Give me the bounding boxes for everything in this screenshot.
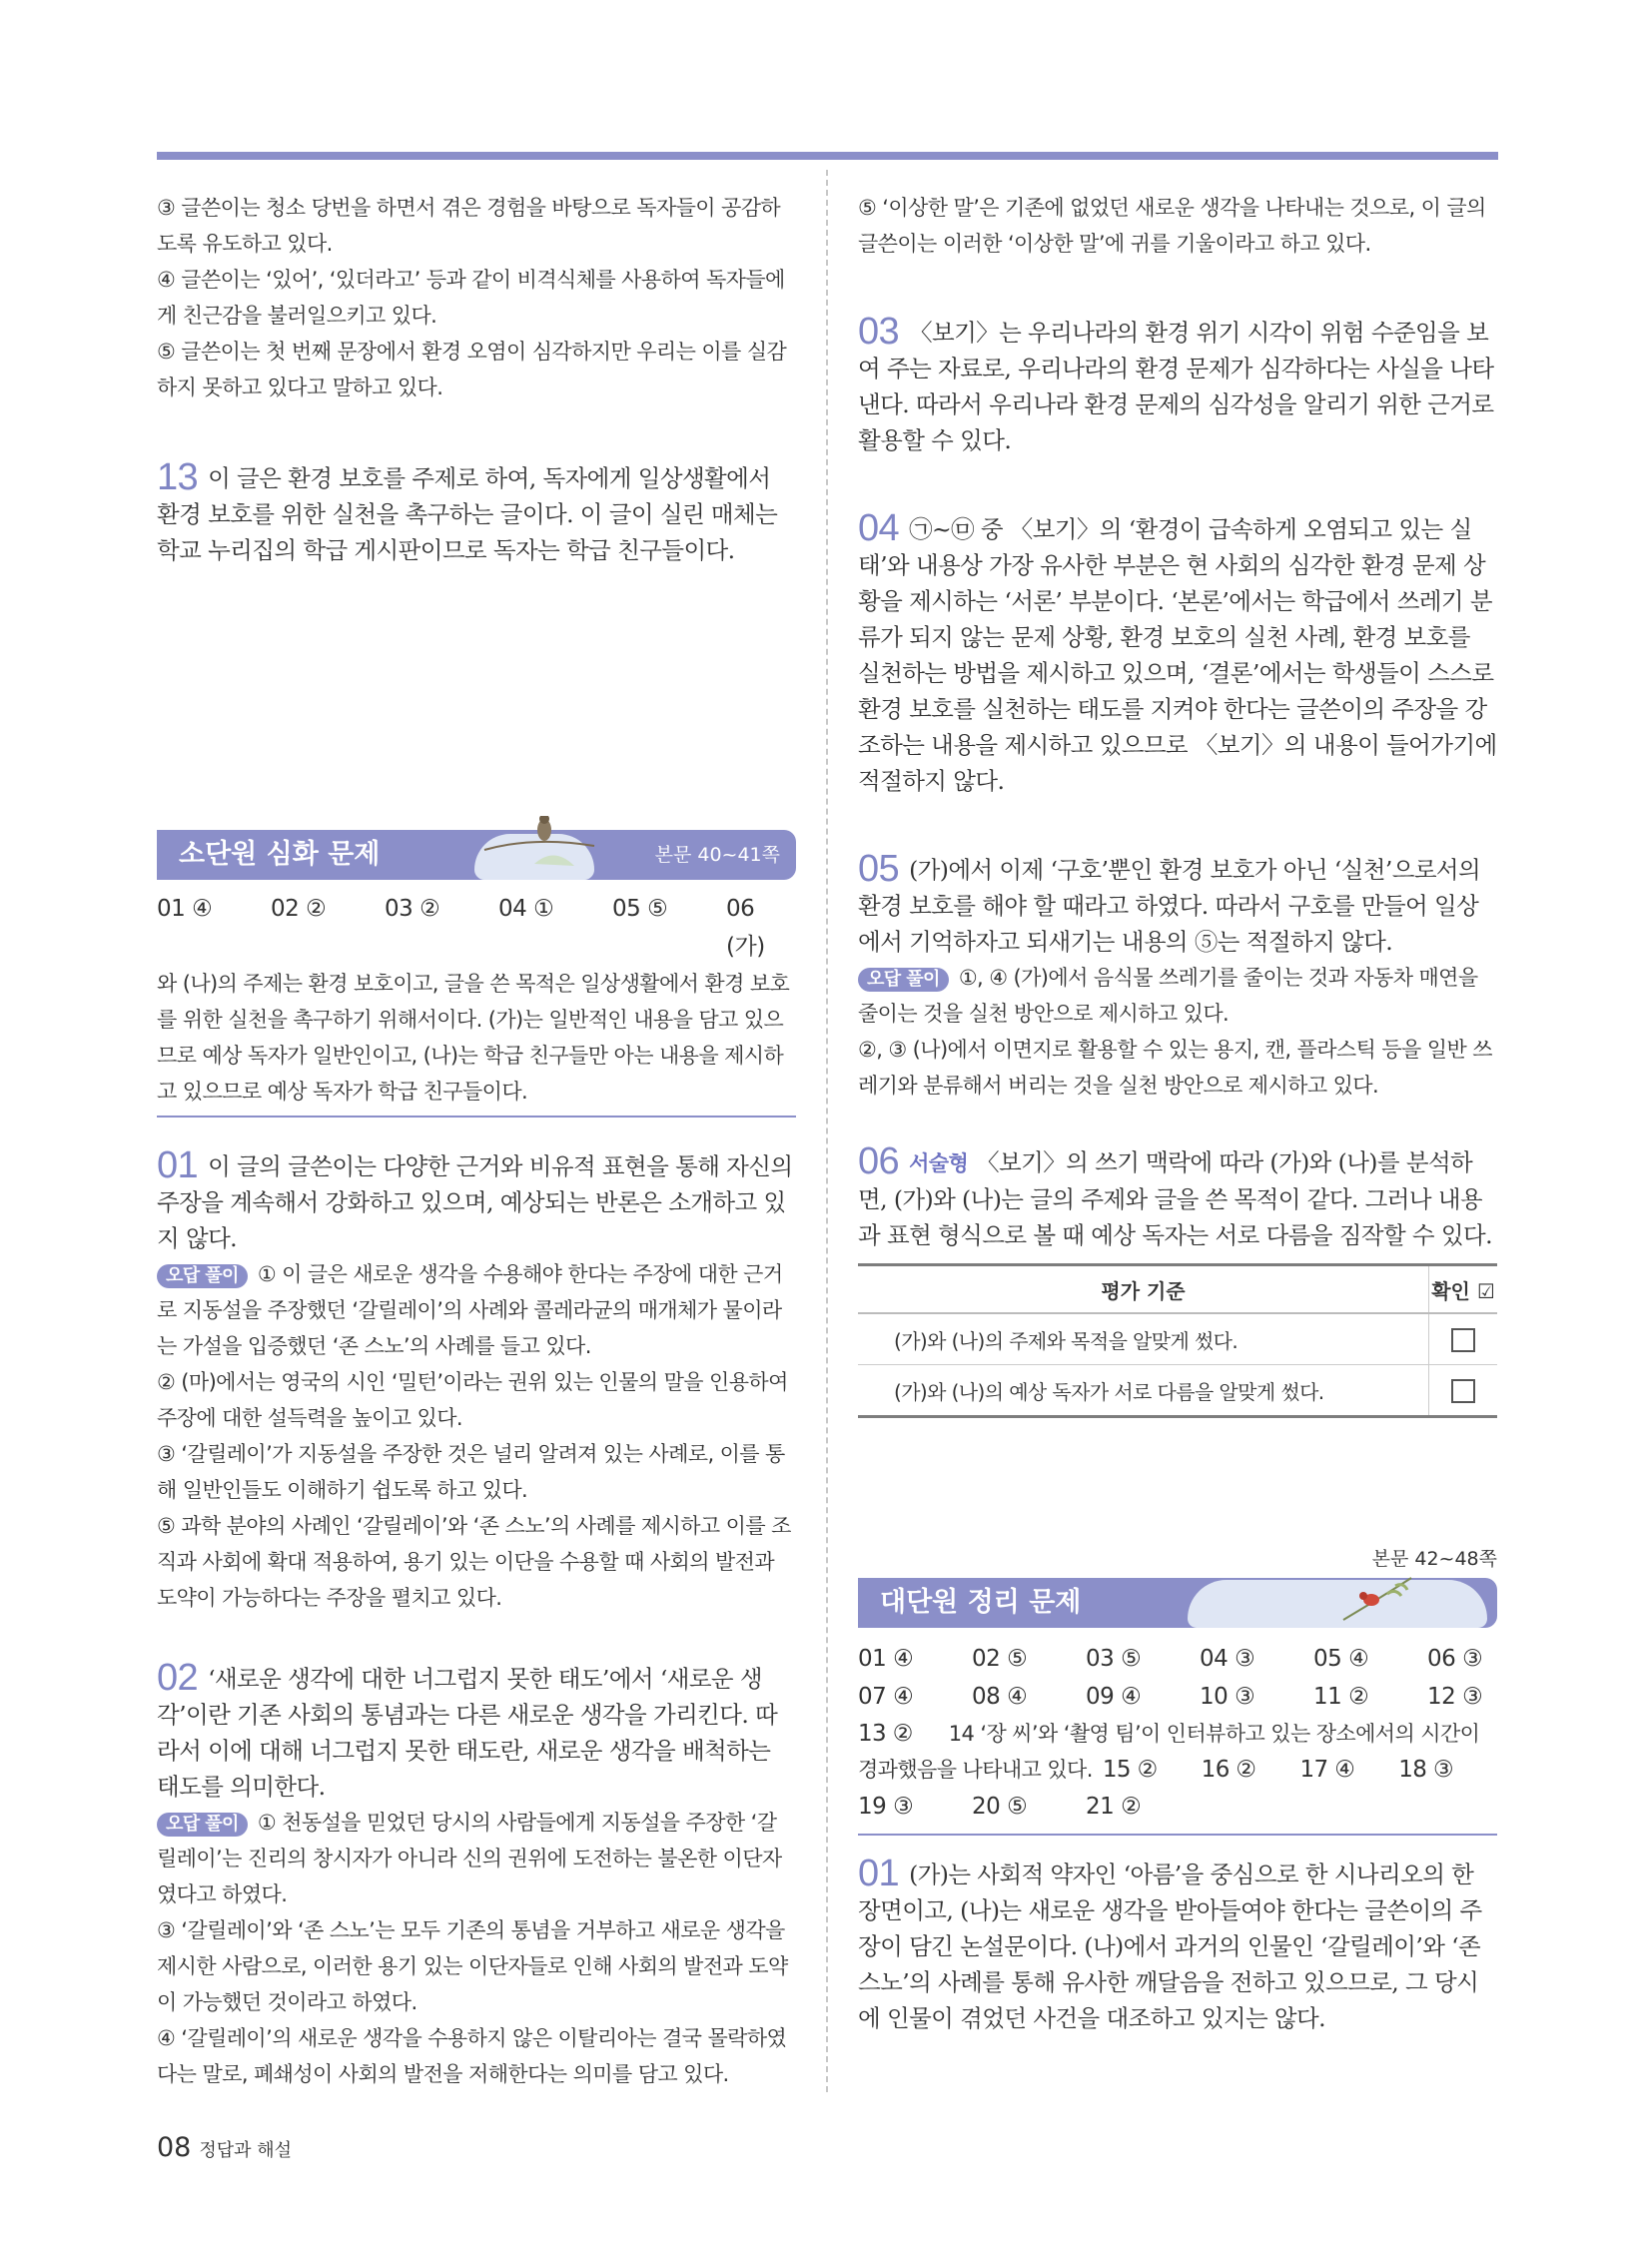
answer-key bbox=[858, 1640, 1497, 1716]
question-03 bbox=[858, 311, 1497, 458]
table-header-check: 확인 ☑ bbox=[1429, 1265, 1498, 1314]
answer-item: 17 ④ bbox=[1299, 1757, 1355, 1783]
answer-item: 09 ④ bbox=[1086, 1684, 1142, 1710]
answer-14-text: 14 ‘장 씨’와 ‘촬영 팀’이 인터뷰하고 있는 장소에서의 시간이 경과했음을 나타내고 있다. bbox=[858, 1722, 1480, 1782]
column-divider bbox=[826, 170, 828, 2092]
answer-item: 19 ③ bbox=[858, 1794, 914, 1820]
answer-item: 21 ② bbox=[1086, 1794, 1142, 1820]
wrong-answer-explanation bbox=[157, 1256, 796, 1364]
section-page-ref-2: 본문 42~48쪽 bbox=[1371, 1548, 1497, 1570]
explanation-item: ② (마)에서는 영국의 시인 ‘밀턴’이라는 권위 있는 인물의 말을 인용하여 주장에 대한 설득력을 높이고 있다. bbox=[157, 1370, 788, 1430]
question-text: 〈보기〉는 우리나라의 환경 위기 시각이 위험 수준임을 보여 주는 자료로, 우리나라의 환경 문제가 심각하다는 사실을 나타낸다. 따라서 우리나라 환경 문제의 심각성을 알리기 위한 근거로 활용할 수 있다. bbox=[858, 319, 1494, 454]
answer-item: 02 ⑤ bbox=[972, 1646, 1028, 1672]
section-banner-small-unit bbox=[157, 830, 796, 880]
answer-item: 12 ③ bbox=[1427, 1684, 1483, 1710]
explanation-text: ① 이 글은 새로운 생각을 수용해야 한다는 주장에 대한 근거로 지동설을 주장했던 ‘갈릴레이’의 사례와 콜레라균의 매개체가 물이라는 가설을 입증했던 ‘존 스노’의 사례를 들고 있다. bbox=[157, 1262, 783, 1358]
question-01-big-unit bbox=[858, 1853, 1497, 2036]
bird-on-branch-icon bbox=[474, 816, 604, 880]
top-rule bbox=[157, 152, 1498, 160]
answer-item: 15 ② bbox=[1102, 1757, 1158, 1783]
question-04 bbox=[858, 507, 1497, 799]
explanation-item: ③ ‘갈릴레이’와 ‘존 스노’는 모두 기존의 통념을 거부하고 새로운 생각을 제시한 사람으로, 이러한 용기 있는 이단자들로 인해 사회의 발전과 도약이 가능했던 것이라고 하였다. bbox=[157, 1918, 788, 2014]
answer-item: 04 ① bbox=[498, 896, 554, 922]
section-title: 대단원 정리 문제 bbox=[880, 1587, 1082, 1618]
answer-item: 06 ③ bbox=[1427, 1646, 1483, 1672]
page-number: 08 bbox=[157, 2132, 192, 2163]
prev-item-5: ⑤ 글쓴이는 첫 번째 문장에서 환경 오염이 심각하지만 우리는 이를 실감하지 못하고 있다고 말하고 있다. bbox=[157, 340, 787, 399]
wrong-answer-explanation bbox=[858, 960, 1497, 1032]
question-text: ㉠~㉤ 중 〈보기〉의 ‘환경이 급속하게 오염되고 있는 실태’와 내용상 가장 유사한 부분은 현 사회의 심각한 환경 문제 상황을 제시하는 ‘서론’ 부분이다. ‘본론’에서는 학급에서 쓰레기 분류가 되지 않는 문제 상황, 환경 보호의 실천 사례, 환경 보호를 실천하는 방법을 제시하고 있으며, ‘결론’에서는 학생들이 스스로 환경 보호를 실천하는 태도를 지켜야 한다는 글쓴이의 주장을 강조하는 내용을 제시하고 있으므로 〈보기〉의 내용이 들어가기에 적절하지 않다. bbox=[858, 515, 1497, 795]
answer-item: 06 (가) bbox=[726, 896, 765, 960]
table-row bbox=[858, 1365, 1497, 1417]
answer-item: 01 ④ bbox=[858, 1646, 914, 1672]
question-text: 이 글은 환경 보호를 주제로 하여, 독자에게 일상생활에서 환경 보호를 위한 실천을 촉구하는 글이다. 이 글이 실린 매체는 학교 누리집의 학급 게시판이므로 독자는 학급 친구들이다. bbox=[157, 464, 778, 564]
question-text: 이 글의 글쓴이는 다양한 근거와 비유적 표현을 통해 자신의 주장을 계속해서 강화하고 있으며, 예상되는 반론은 소개하고 있지 않다. bbox=[157, 1152, 793, 1252]
answer-item: 13 ② bbox=[858, 1721, 913, 1747]
question-number: 04 bbox=[858, 507, 900, 549]
question-type-label: 서술형 bbox=[909, 1150, 969, 1175]
question-06 bbox=[858, 1140, 1497, 1253]
question-number: 06 bbox=[858, 1140, 900, 1182]
bird-on-branch-icon bbox=[1337, 1570, 1417, 1626]
question-text: (가)는 사회적 약자인 ‘아름’을 중심으로 한 시나리오의 한 장면이고, (나)는 새로운 생각을 받아들여야 한다는 글쓴이의 주장이 담긴 논설문이다. (나)에서 과거의 인물인 ‘갈릴레이’와 ‘존 스노’의 사례를 통해 유사한 깨달음을 전하고 있으므로, 그 당시에 인물이 겪었던 사건을 대조하고 있지는 않다. bbox=[858, 1861, 1482, 2032]
answer-item: 05 ④ bbox=[1313, 1646, 1369, 1672]
question-number: 03 bbox=[858, 311, 900, 353]
question-number: 13 bbox=[157, 456, 199, 498]
check-cell bbox=[1429, 1313, 1498, 1365]
criteria-cell: (가)와 (나)의 예상 독자가 서로 다름을 알맞게 썼다. bbox=[858, 1365, 1429, 1417]
answer-13-14 bbox=[858, 1716, 1497, 1788]
question-number: 01 bbox=[157, 1144, 199, 1186]
wrong-answer-explanation bbox=[157, 1805, 796, 1912]
answer-item: 07 ④ bbox=[858, 1684, 914, 1710]
footer-label: 정답과 해설 bbox=[199, 2140, 293, 2161]
checkbox[interactable] bbox=[1451, 1328, 1475, 1352]
answer-item: 20 ⑤ bbox=[972, 1794, 1028, 1820]
prev-item-3: ③ 글쓴이는 청소 당번을 하면서 겪은 경험을 바탕으로 독자들이 공감하도록 유도하고 있다. bbox=[157, 196, 781, 256]
answer-key bbox=[157, 890, 796, 966]
section-title: 소단원 심화 문제 bbox=[179, 839, 381, 870]
question-05 bbox=[858, 848, 1497, 960]
question-13 bbox=[157, 456, 796, 568]
answer-06-text: 와 (나)의 주제는 환경 보호이고, 글을 쓴 목적은 일상생활에서 환경 보호를 위한 실천을 촉구하기 위해서이다. (가)는 일반적인 내용을 담고 있으므로 예상 독자가 일반인이고, (나)는 학급 친구들만 아는 내용을 제시하고 있으므로 예상 독자가 학급 친구들이다. bbox=[157, 972, 790, 1104]
page-footer bbox=[157, 2132, 292, 2163]
explanation-item: ④ ‘갈릴레이’의 새로운 생각을 수용하지 않은 이탈리아는 결국 몰락하였다는 말로, 폐쇄성이 사회의 발전을 저해한다는 의미를 담고 있다. bbox=[157, 2026, 787, 2086]
answer-item: 18 ③ bbox=[1398, 1757, 1454, 1783]
wrong-answer-tag: 오답 풀이 bbox=[858, 968, 949, 992]
question-01 bbox=[157, 1144, 796, 1256]
check-cell bbox=[1429, 1365, 1498, 1417]
answer-item: 08 ④ bbox=[972, 1684, 1028, 1710]
table-header-criteria: 평가 기준 bbox=[858, 1265, 1429, 1314]
wrong-answer-tag: 오답 풀이 bbox=[157, 1813, 248, 1837]
question-02 bbox=[157, 1657, 796, 1805]
question-text: ‘새로운 생각에 대한 너그럽지 못한 태도’에서 ‘새로운 생각’이란 기존 사회의 통념과는 다른 새로운 생각을 가리킨다. 따라서 이에 대해 너그럽지 못한 태도란, 새로운 생각을 배척하는 태도를 의미한다. bbox=[157, 1665, 778, 1801]
left-column bbox=[157, 190, 796, 2092]
prev-item-4: ④ 글쓴이는 ‘있어’, ‘있더라고’ 등과 같이 비격식체를 사용하여 독자들에게 친근감을 불러일으키고 있다. bbox=[157, 268, 785, 328]
explanation-item: ⑤ 과학 분야의 사례인 ‘갈릴레이’와 ‘존 스노’의 사례를 제시하고 이를 조직과 사회에 확대 적용하여, 용기 있는 이단을 수용할 때 사회의 발전과 도약이 가능하다는 주장을 펼치고 있다. bbox=[157, 1514, 791, 1610]
question-text: (가)에서 이제 ‘구호’뿐인 환경 보호가 아닌 ‘실천’으로서의 환경 보호를 해야 할 때라고 하였다. 따라서 구호를 만들어 일상에서 기억하자고 되새기는 내용의 ⑤는 적절하지 않다. bbox=[858, 856, 1481, 956]
prev-item-5: ⑤ ‘이상한 말’은 기존에 없었던 새로운 생각을 나타내는 것으로, 이 글의 글쓴이는 이러한 ‘이상한 말’에 귀를 기울이라고 하고 있다. bbox=[858, 196, 1486, 256]
right-column bbox=[858, 190, 1497, 2036]
answer-key-last bbox=[858, 1788, 1497, 1826]
evaluation-table bbox=[858, 1263, 1497, 1418]
wrong-answer-tag: 오답 풀이 bbox=[157, 1264, 248, 1288]
answer-item: 05 ⑤ bbox=[612, 896, 668, 922]
answer-item: 10 ③ bbox=[1200, 1684, 1255, 1710]
table-row bbox=[858, 1313, 1497, 1365]
explanation-text: ① 천동설을 믿었던 당시의 사람들에게 지동설을 주장한 ‘갈릴레이’는 진리의 창시자가 아니라 신의 권위에 도전하는 불온한 이단자였다고 하였다. bbox=[157, 1811, 782, 1906]
answer-item: 02 ② bbox=[271, 896, 327, 922]
question-number: 02 bbox=[157, 1657, 199, 1699]
answer-item: 03 ② bbox=[385, 896, 440, 922]
criteria-cell: (가)와 (나)의 주제와 목적을 알맞게 썼다. bbox=[858, 1313, 1429, 1365]
question-number: 05 bbox=[858, 848, 900, 890]
answer-item: 03 ⑤ bbox=[1086, 1646, 1142, 1672]
section-banner-big-unit bbox=[858, 1578, 1497, 1628]
question-number: 01 bbox=[858, 1853, 900, 1894]
checkbox[interactable] bbox=[1451, 1379, 1475, 1403]
answer-item: 11 ② bbox=[1313, 1684, 1369, 1710]
answer-item: 04 ③ bbox=[1200, 1646, 1255, 1672]
answer-item: 16 ② bbox=[1201, 1757, 1256, 1783]
explanation-item: ②, ③ (나)에서 이면지로 활용할 수 있는 용지, 캔, 플라스틱 등을 일반 쓰레기와 분류해서 버리는 것을 실천 방안으로 제시하고 있다. bbox=[858, 1038, 1492, 1098]
explanation-text: ①, ④ (가)에서 음식물 쓰레기를 줄이는 것과 자동차 매연을 줄이는 것을 실천 방안으로 제시하고 있다. bbox=[858, 966, 1478, 1026]
question-text: 〈보기〉의 쓰기 맥락에 따라 (가)와 (나)를 분석하면, (가)와 (나)는 글의 주제와 글을 쓴 목적이 같다. 그러나 내용과 표현 형식으로 볼 때 예상 독자는 서로 다름을 짐작할 수 있다. bbox=[858, 1148, 1492, 1249]
section-page-ref: 본문 40~41쪽 bbox=[654, 844, 780, 866]
explanation-item: ③ ‘갈릴레이’가 지동설을 주장한 것은 널리 알려져 있는 사례로, 이를 통해 일반인들도 이해하기 쉽도록 하고 있다. bbox=[157, 1442, 785, 1502]
answer-item: 01 ④ bbox=[157, 896, 213, 922]
